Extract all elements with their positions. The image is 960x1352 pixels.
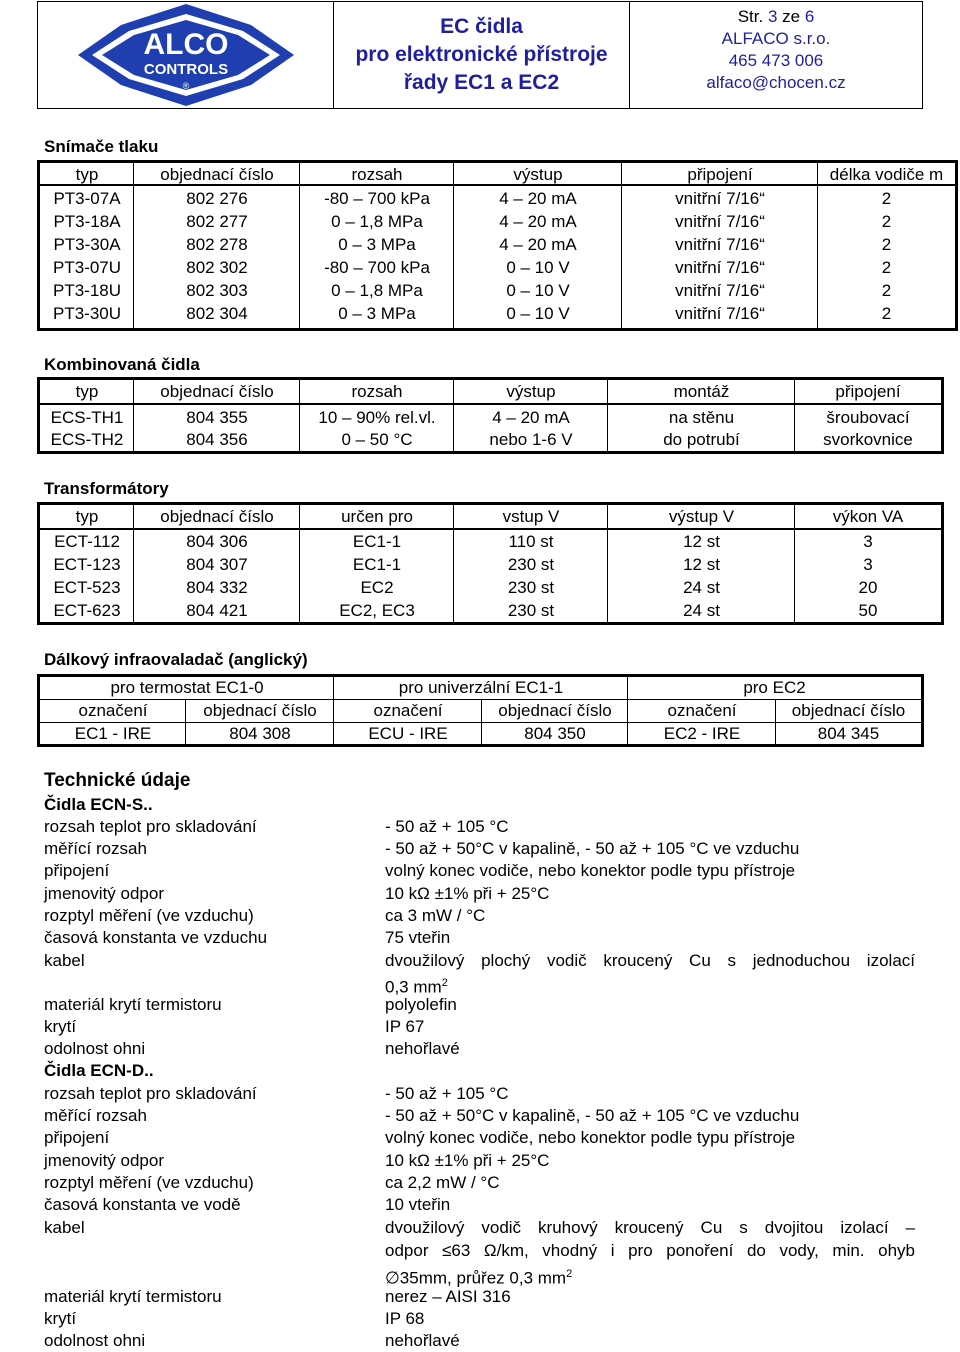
spec-value: IP 67 <box>385 1017 425 1036</box>
pressure-cell: 4 – 20 mA <box>499 212 577 231</box>
spec-label: kabel <box>44 951 85 970</box>
combined-row <box>40 429 941 451</box>
combined-cell: 4 – 20 mA <box>492 408 570 427</box>
pressure-cell: 0 – 1,8 MPa <box>331 212 423 231</box>
spec-label: měřící rozsah <box>44 839 147 858</box>
pressure-cell: -80 – 700 kPa <box>324 189 430 208</box>
logo-sub-text: CONTROLS <box>143 61 229 78</box>
spec-label: časová konstanta ve vodě <box>44 1195 241 1214</box>
pressure-cell: 4 – 20 mA <box>499 235 577 254</box>
spec-value: IP 68 <box>385 1309 425 1328</box>
combined-header-cell: připojení <box>835 382 901 401</box>
remote-cell: ECU - IRE <box>368 724 448 743</box>
remote-group-cell: pro EC2 <box>743 678 806 697</box>
remote-group-row <box>40 677 921 699</box>
pressure-cell: 2 <box>881 258 892 277</box>
transformers-cell: výstup V <box>668 507 735 526</box>
transformers-cell: EC2 <box>360 578 394 597</box>
combined-header-cell: objednací číslo <box>160 382 274 401</box>
pressure-cell: 802 276 <box>186 189 248 208</box>
pressure-sensors-table <box>37 160 958 331</box>
spec-label: odolnost ohni <box>44 1331 146 1350</box>
transformers-table <box>37 502 944 625</box>
transformers-section-title: Transformátory <box>44 479 169 498</box>
pressure-cell: 802 302 <box>186 258 248 277</box>
remote-subheader-cell: objednací číslo <box>791 701 906 720</box>
transformers-cell: 230 st <box>507 578 555 597</box>
spec-label: připojení <box>44 861 110 880</box>
spec-value: dvoužilový vodič kruhový kroucený Cu s dvojitou izolací – <box>385 1218 915 1237</box>
remote-group-cell: pro univerzální EC1-1 <box>398 678 564 697</box>
title-line-1: EC čidla <box>440 15 523 38</box>
transformers-cell: 12 st <box>683 555 720 574</box>
remote-subheader-cell: objednací číslo <box>203 701 317 720</box>
transformers-cell: 804 421 <box>186 601 248 620</box>
pressure-row <box>40 234 955 256</box>
title-line-3: řady EC1 a EC2 <box>403 71 560 94</box>
spec-value: nehořlavé <box>385 1039 460 1058</box>
pressure-cell: 2 <box>881 304 892 323</box>
transformers-cell: 230 st <box>507 601 555 620</box>
transformers-cell: EC1-1 <box>352 555 402 574</box>
pressure-cell: -80 – 700 kPa <box>324 258 430 277</box>
remote-cell: EC2 - IRE <box>663 724 741 743</box>
spec-label: měřící rozsah <box>44 1106 147 1125</box>
spec-value: volný konec vodiče, nebo konektor podle typu přístroje <box>385 861 796 880</box>
spec-label: rozsah teplot pro skladování <box>44 817 257 836</box>
title-cell <box>334 2 630 108</box>
transformers-cell: objednací číslo <box>160 507 274 526</box>
pressure-cell: 0 – 3 MPa <box>338 235 416 254</box>
combined-cell: ECS-TH1 <box>50 408 124 427</box>
spec-value: volný konec vodiče, nebo konektor podle typu přístroje <box>385 1128 796 1147</box>
pressure-cell: PT3-07U <box>52 258 122 277</box>
remote-cell: EC1 - IRE <box>74 724 152 743</box>
company-phone: 465 473 006 <box>728 51 824 70</box>
pressure-cell: vnitřní 7/16“ <box>675 189 765 208</box>
transformers-header-row <box>40 506 941 528</box>
spec-value: 10 vteřin <box>385 1195 451 1214</box>
spec-value: 75 vteřin <box>385 928 451 947</box>
transformers-row <box>40 600 941 622</box>
spec-label: materiál krytí termistoru <box>44 995 222 1014</box>
spec-value: ∅35mm, průřez 0,3 $mm^2$ <box>385 1268 573 1288</box>
combined-header-cell: montáž <box>673 382 730 401</box>
pressure-cell: délka vodiče m <box>829 165 944 184</box>
title-line-2: pro elektronické přístroje <box>355 43 608 66</box>
transformers-cell: typ <box>75 507 99 526</box>
company-email: alfaco@chocen.cz <box>706 73 846 92</box>
pressure-header-row <box>40 164 955 186</box>
remote-subheader-cell: označení <box>78 701 148 720</box>
combined-sensors-table <box>37 377 944 454</box>
combined-cell: do potrubí <box>663 430 740 449</box>
combined-cell: šroubovací <box>826 408 910 427</box>
spec-value: - 50 až + 105 °C <box>385 1084 509 1103</box>
document-header <box>37 1 923 109</box>
transformers-row <box>40 577 941 599</box>
logo-cell <box>38 2 334 108</box>
transformers-row-divider <box>40 528 941 530</box>
spec-label: krytí <box>44 1017 77 1036</box>
pressure-cell: objednací číslo <box>160 165 274 184</box>
transformers-cell: ECT-123 <box>53 555 121 574</box>
pressure-row <box>40 257 955 279</box>
contact-cell <box>630 2 922 108</box>
spec-value: odpor ≤63 Ω/km, vhodný i pro ponoření do vody, min. ohyb <box>385 1241 915 1260</box>
combined-row <box>40 407 941 429</box>
spec-section-title: Čidla ECN-S.. <box>44 795 153 814</box>
remote-subheader-row <box>40 700 921 722</box>
transformers-cell: 12 st <box>683 532 720 551</box>
pressure-cell: 802 278 <box>186 235 248 254</box>
combined-cell: 0 – 50 °C <box>341 430 413 449</box>
combined-cell: na stěnu <box>668 408 735 427</box>
pressure-row <box>40 280 955 302</box>
combined-header-cell: výstup <box>506 382 556 401</box>
pressure-cell: 0 – 10 V <box>506 258 570 277</box>
spec-section-title: Čidla ECN-D.. <box>44 1061 154 1080</box>
combined-header-cell: typ <box>75 382 99 401</box>
spec-value: nerez – AISI 316 <box>385 1287 511 1306</box>
spec-label: kabel <box>44 1218 85 1237</box>
spec-value: nehořlavé <box>385 1331 460 1350</box>
transformers-cell: ECT-112 <box>54 532 120 551</box>
pressure-cell: rozsah <box>351 165 403 184</box>
transformers-cell: výkon VA <box>832 507 904 526</box>
pressure-cell: 2 <box>881 189 892 208</box>
company-name: ALFACO s.r.o. <box>721 29 831 48</box>
spec-value: - 50 až + 50°C v kapalině, - 50 až + 105 °C ve vzduchu <box>385 839 800 858</box>
spec-label: rozptyl měření (ve vzduchu) <box>44 906 254 925</box>
transformers-cell: 804 332 <box>186 578 248 597</box>
transformers-cell: ECT-523 <box>53 578 121 597</box>
spec-label: jmenovitý odpor <box>44 1151 165 1170</box>
pressure-cell: PT3-18U <box>52 281 122 300</box>
pressure-cell: 4 – 20 mA <box>499 189 577 208</box>
page-number: Str. 3 ze 6 <box>737 7 815 26</box>
pressure-cell: PT3-30A <box>53 235 121 254</box>
logo-reg-mark: ® <box>182 81 190 91</box>
remote-row <box>40 723 921 745</box>
pressure-cell: 2 <box>881 235 892 254</box>
transformers-cell: ECT-623 <box>53 601 121 620</box>
spec-value: dvoužilový plochý vodič kroucený Cu s jednoduchou izolací <box>385 951 915 970</box>
combined-cell: 10 – 90% rel.vl. <box>318 408 436 427</box>
pressure-cell: vnitřní 7/16“ <box>675 281 765 300</box>
transformers-cell: 230 st <box>507 555 555 574</box>
pressure-cell: PT3-18A <box>53 212 121 231</box>
transformers-cell: 804 306 <box>186 532 248 551</box>
pressure-cell: 0 – 10 V <box>506 281 570 300</box>
pressure-cell: vnitřní 7/16“ <box>675 235 765 254</box>
alco-controls-logo <box>38 2 334 108</box>
pressure-cell: vnitřní 7/16“ <box>675 258 765 277</box>
remote-section-title: Dálkový infraovaladač (anglický) <box>44 650 308 669</box>
transformers-cell: 804 307 <box>186 555 248 574</box>
transformers-row <box>40 531 941 553</box>
spec-label: materiál krytí termistoru <box>44 1287 222 1306</box>
pressure-cell: typ <box>75 165 99 184</box>
pressure-cell: vnitřní 7/16“ <box>675 212 765 231</box>
combined-header-row <box>40 381 941 403</box>
remote-subheader-cell: označení <box>667 701 737 720</box>
pressure-row <box>40 188 955 210</box>
pressure-cell: 802 303 <box>186 281 248 300</box>
remote-subheader-cell: označení <box>373 701 443 720</box>
spec-label: rozsah teplot pro skladování <box>44 1084 257 1103</box>
transformers-cell: určen pro <box>341 507 413 526</box>
remote-cell: 804 350 <box>524 724 586 743</box>
remote-cell: 804 345 <box>817 724 880 743</box>
spec-value: - 50 až + 105 °C <box>385 817 509 836</box>
pressure-cell: 802 304 <box>186 304 248 323</box>
pressure-cell: výstup <box>513 165 563 184</box>
spec-value: ca 3 mW / °C <box>385 906 486 925</box>
transformers-cell: 24 st <box>683 578 720 597</box>
tech-title: Technické údaje <box>44 770 191 791</box>
pressure-cell: 2 <box>881 281 892 300</box>
remote-cell: 804 308 <box>229 724 291 743</box>
combined-cell: 804 355 <box>186 408 248 427</box>
pressure-cell: 802 277 <box>186 212 248 231</box>
pressure-row <box>40 303 955 325</box>
pressure-cell: vnitřní 7/16“ <box>675 304 765 323</box>
spec-value: 10 kΩ ±1% při + 25°C <box>385 1151 550 1170</box>
transformers-cell: 110 st <box>508 532 554 551</box>
spec-value: ca 2,2 mW / °C <box>385 1173 500 1192</box>
combined-cell: nebo 1-6 V <box>489 430 573 449</box>
spec-label: krytí <box>44 1309 77 1328</box>
pressure-cell: 2 <box>881 212 892 231</box>
combined-section-title: Kombinovaná čidla <box>44 355 200 374</box>
combined-cell: svorkovnice <box>823 430 913 449</box>
transformers-cell: 20 <box>858 578 878 597</box>
pressure-cell: 0 – 3 MPa <box>338 304 416 323</box>
transformers-cell: 50 <box>858 601 878 620</box>
spec-value: polyolefin <box>385 995 457 1014</box>
spec-label: časová konstanta ve vzduchu <box>44 928 268 947</box>
spec-label: odolnost ohni <box>44 1039 146 1058</box>
combined-cell: ECS-TH2 <box>50 430 124 449</box>
transformers-row <box>40 554 941 576</box>
spec-label: připojení <box>44 1128 110 1147</box>
transformers-cell: 3 <box>863 532 873 551</box>
remote-group-cell: pro termostat EC1-0 <box>110 678 264 697</box>
logo-name-text: ALCO <box>143 28 229 61</box>
pressure-row <box>40 211 955 233</box>
pressure-cell: 0 – 10 V <box>506 304 570 323</box>
pressure-cell: PT3-07A <box>53 189 121 208</box>
combined-cell: 804 356 <box>186 430 248 449</box>
combined-header-cell: rozsah <box>351 382 403 401</box>
pressure-cell: PT3-30U <box>52 304 122 323</box>
remote-control-table <box>37 674 924 747</box>
pressure-cell: připojení <box>687 165 753 184</box>
transformers-cell: EC1-1 <box>352 532 402 551</box>
combined-row-divider <box>40 403 941 405</box>
spec-value: - 50 až + 50°C v kapalině, - 50 až + 105 °C ve vzduchu <box>385 1106 800 1125</box>
transformers-cell: vstup V <box>502 507 560 526</box>
pressure-section-title: Snímače tlaku <box>44 137 159 156</box>
spec-value: 0,3 $mm^2$ <box>385 977 448 997</box>
spec-label: rozptyl měření (ve vzduchu) <box>44 1173 254 1192</box>
spec-label: jmenovitý odpor <box>44 884 165 903</box>
transformers-cell: EC2, EC3 <box>339 601 415 620</box>
spec-value: 10 kΩ ±1% při + 25°C <box>385 884 550 903</box>
remote-subheader-cell: objednací číslo <box>498 701 612 720</box>
pressure-cell: 0 – 1,8 MPa <box>331 281 423 300</box>
transformers-cell: 3 <box>863 555 873 574</box>
transformers-cell: 24 st <box>683 601 720 620</box>
